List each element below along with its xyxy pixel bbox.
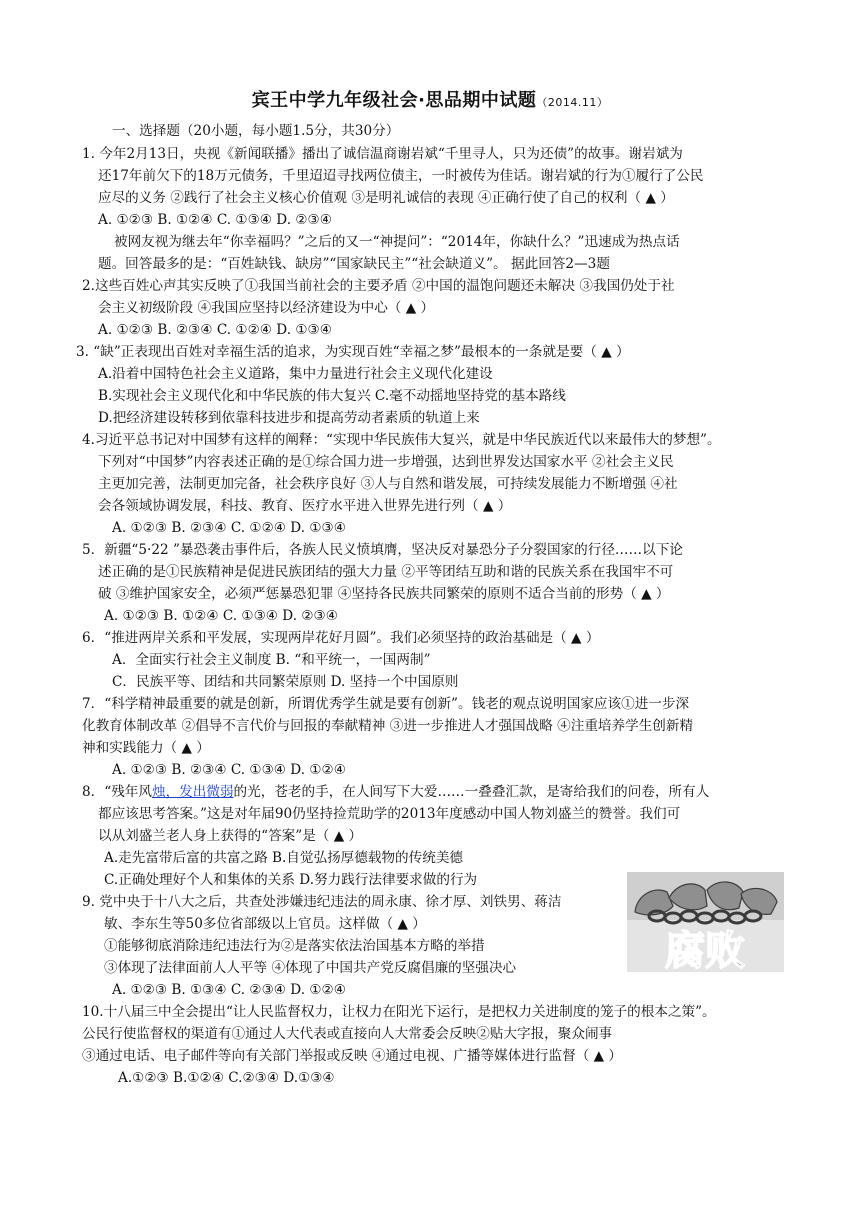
q10-line: 10.十八届三中全会提出“让人民监督权力，让权力在阳光下运行，是把权力关进制度的笼子的根本之策”。 bbox=[82, 1004, 716, 1020]
chained-fists-icon bbox=[627, 872, 784, 972]
q6-options-ab: A．全面实行社会主义制度 B. “和平统一，一国两制” bbox=[112, 652, 431, 668]
q9-options: A. ①②③ B. ①③④ C. ②③④ D. ①②④ bbox=[112, 982, 346, 998]
q7-line: 7．“科学精神最重要的就是创新，所谓优秀学生就是要有创新”。钱老的观点说明国家应该①进一步深 bbox=[82, 696, 690, 712]
q8-text: 8．“残年风 bbox=[82, 784, 152, 800]
q8-options-cd: C.正确处理好个人和集体的关系 D.努力践行法律要求做的行为 bbox=[104, 872, 478, 888]
q3-option-a: A.沿着中国特色社会主义道路，集中力量进行社会主义现代化建设 bbox=[98, 366, 493, 382]
q9-line: 敏、李东生等50多位省部级以上官员。这样做（ ▲ ） bbox=[104, 916, 426, 932]
q2-line: 2.这些百姓心声其实反映了①我国当前社会的主要矛盾 ②中国的温饱问题还未解决 ③我国仍处于社 bbox=[82, 278, 675, 294]
q7-line: 化教育体制改革 ②倡导不言代价与回报的奉献精神 ③进一步推进人才强国战略 ④注重培养学生创新精 bbox=[82, 718, 694, 734]
q1-line: 还17年前欠下的18万元债务，千里迢迢寻找两位债主，一时被传为佳话。谢岩斌的行为①履行了公民 bbox=[98, 168, 704, 184]
q9-line: ③体现了法律面前人人平等 ④体现了中国共产党反腐倡廉的坚强决心 bbox=[104, 960, 517, 976]
q3-line: 3. “缺”正表现出百姓对幸福生活的追求，为实现百姓“幸福之梦”最根本的一条就是要（ ▲ ） bbox=[76, 344, 630, 360]
q5-line: 述正确的是①民族精神是促进民族团结的强大力量 ②平等团结互助和谐的民族关系在我国牢不可 bbox=[98, 564, 674, 580]
q7-options: A. ①②③ B. ②③④ C. ①③④ D. ①②④ bbox=[112, 762, 346, 778]
material-line: 题。回答最多的是：“百姓缺钱、缺房”“国家缺民主”“社会缺道义”。 据此回答2—3题 bbox=[98, 256, 610, 272]
q5-line: 破 ③维护国家安全，必须严惩暴恐犯罪 ④坚持各民族共同繁荣的原则不适合当前的形势（ ▲ ） bbox=[98, 586, 670, 602]
exam-title bbox=[0, 86, 860, 112]
q8-options-ab: A.走先富带后富的共富之路 B.自觉弘扬厚德载物的传统美德 bbox=[104, 850, 464, 866]
material-line: 被网友视为继去年“你幸福吗？”之后的又一“神提问”：“2014年，你缺什么？”迅速成为热点话 bbox=[114, 234, 680, 250]
q4-options: A. ①②③ B. ②③④ C. ①②④ D. ①③④ bbox=[112, 520, 346, 536]
q2-line: 会主义初级阶段 ④我国应坚持以经济建设为中心（ ▲ ） bbox=[98, 300, 435, 316]
q6-options-cd: C．民族平等、团结和共同繁荣原则 D. 坚持一个中国原则 bbox=[112, 674, 459, 690]
q8-line bbox=[82, 781, 709, 803]
q2-options: A. ①②③ B. ②③④ C. ①②④ D. ①③④ bbox=[98, 322, 332, 338]
title-text: 宾王中学九年级社会·思品期中试题 bbox=[251, 90, 537, 111]
q8-link[interactable]: 烛，发出微弱 bbox=[151, 784, 234, 800]
q10-options: A.①②③ B.①②④ C.②③④ D.①③④ bbox=[118, 1070, 335, 1086]
q5-line: 5．新疆“5·22 ”暴恐袭击事件后，各族人民义愤填膺，坚决反对暴恐分子分裂国家的行径……以下论 bbox=[82, 542, 683, 558]
q3-option-bc: B.实现社会主义现代化和中华民族的伟大复兴 C.毫不动摇地坚持党的基本路线 bbox=[98, 388, 566, 404]
q5-options: A. ①②③ B. ①②④ C. ①③④ D. ②③④ bbox=[104, 608, 338, 624]
q9-line: 9. 党中央于十八大之后，共查处涉嫌违纪违法的周永康、徐才厚、刘铁男、蒋洁 bbox=[82, 894, 562, 910]
q1-line: 应尽的义务 ②践行了社会主义核心价值观 ③是明礼诚信的表现 ④正确行使了自己的权利（ ▲ ） bbox=[98, 190, 674, 206]
q3-option-d: D.把经济建设转移到依靠科技进步和提高劳动者素质的轨道上来 bbox=[98, 410, 480, 426]
q9-line: ①能够彻底消除违纪违法行为②是落实依法治国基本方略的举措 bbox=[104, 938, 485, 954]
q4-line: 主更加完善，法制更加完备，社会秩序良好 ③人与自然和谐发展，可持续发展能力不断增强 ④社 bbox=[98, 476, 678, 492]
q8-text: 的光，苍老的手，在人间写下大爱……一叠叠汇款，是寄给我们的问卷，所有人 bbox=[233, 784, 710, 800]
q6-line: 6．“推进两岸关系和平发展，实现两岸花好月圆”。我们必须坚持的政治基础是（ ▲ ） bbox=[82, 630, 600, 646]
image-caption: 腐败 bbox=[665, 928, 745, 972]
anti-corruption-illustration bbox=[627, 872, 784, 972]
q10-line: ③通过电话、电子邮件等向有关部门举报或反映 ④通过电视、广播等媒体进行监督（ ▲ ） bbox=[82, 1048, 622, 1064]
q1-options: A. ①②③ B. ①②④ C. ①③④ D. ②③④ bbox=[98, 212, 332, 228]
q4-line: 4.习近平总书记对中国梦有这样的阐释：“实现中华民族伟大复兴，就是中华民族近代以来最伟大的梦想”。 bbox=[82, 432, 721, 448]
q8-line: 都应该思考答案。”这是对年届90仍坚持捡荒助学的2013年度感动中国人物刘盛兰的赞誉。我们可 bbox=[98, 806, 681, 822]
section-heading: 一、选择题（20小题，每小题1.5分，共30分） bbox=[112, 123, 400, 139]
q8-line: 以从刘盛兰老人身上获得的“答案”是（ ▲ ） bbox=[98, 828, 363, 844]
q4-line: 会各领域协调发展，科技、教育、医疗水平进入世界先进行列（ ▲ ） bbox=[98, 498, 512, 514]
q7-line: 神和实践能力（ ▲ ） bbox=[82, 740, 210, 756]
title-date: （2014.11） bbox=[536, 96, 609, 109]
q10-line: 公民行使监督权的渠道有①通过人大代表或直接向人大常委会反映②贴大字报，聚众闹事 bbox=[82, 1026, 613, 1042]
q1-line: 1. 今年2月13日，央视《新闻联播》播出了诚信温商谢岩斌“千里寻人，只为还债”的故事。谢岩斌为 bbox=[82, 146, 683, 162]
q4-line: 下列对“中国梦”内容表述正确的是①综合国力进一步增强，达到世界发达国家水平 ②社会主义民 bbox=[98, 454, 674, 470]
